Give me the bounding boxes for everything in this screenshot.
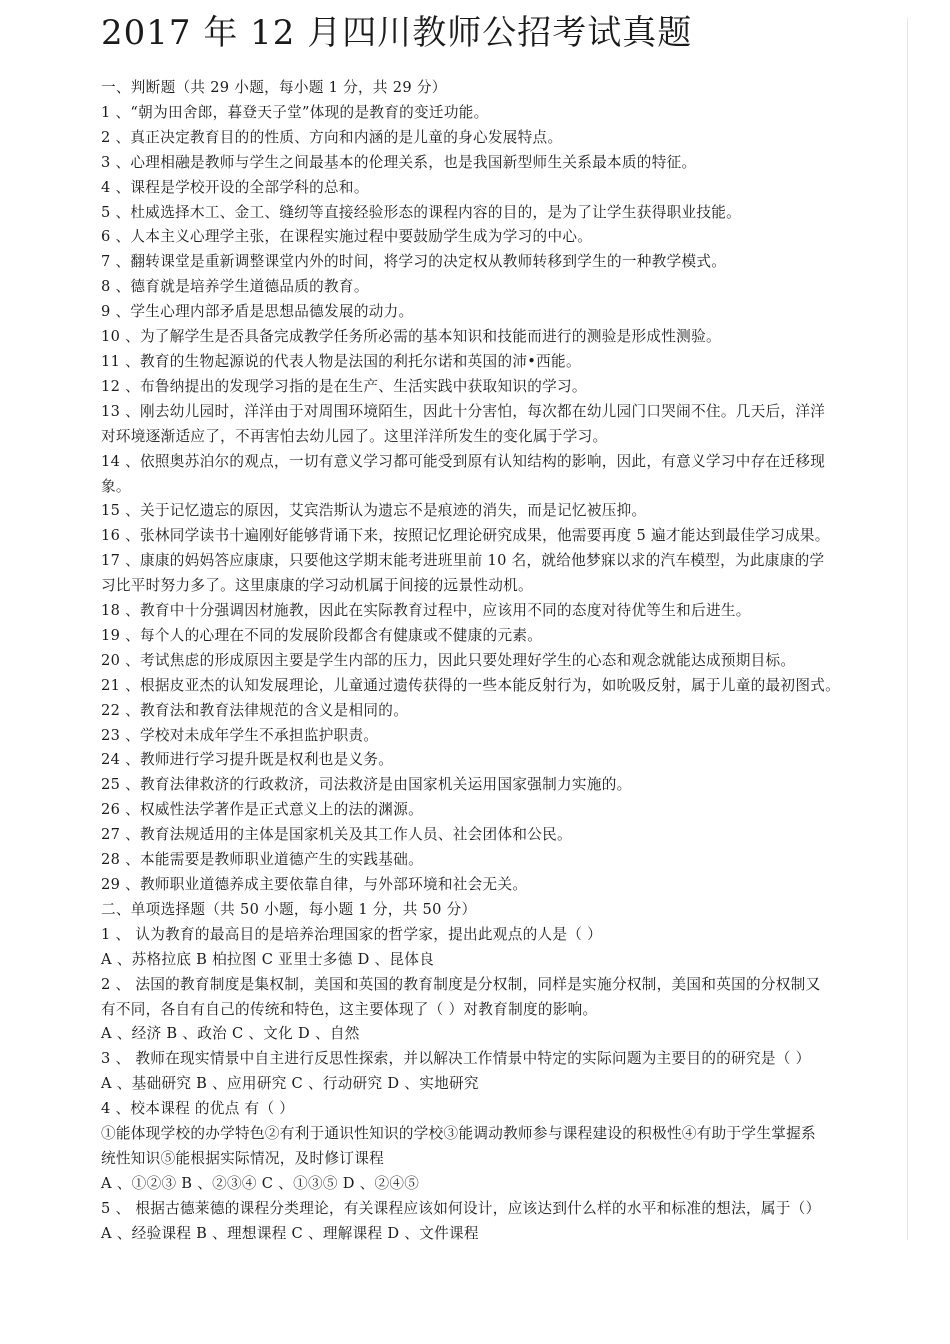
document-line: A 、①②③ B 、②③④ C 、①③⑤ D 、②④⑤ <box>101 1174 420 1192</box>
document-line: ①能体现学校的办学特色②有利于通识性知识的学校③能调动教师参与课程建设的积极性④有助于学生掌握系 <box>101 1125 816 1143</box>
document-line: 3 、 教师在现实情景中自主进行反思性探索，并以解决工作情景中特定的实际问题为主要目的的研究是（ ） <box>101 1050 811 1068</box>
document-line: 13 、刚去幼儿园时，洋洋由于对周围环境陌生，因此十分害怕，每次都在幼儿园门口哭闹不住。几天后，洋洋 <box>101 402 826 420</box>
document-line: 14 、依照奥苏泊尔的观点，一切有意义学习都可能受到原有认知结构的影响，因此，有意义学习中存在迁移现 <box>101 452 826 470</box>
document-body <box>101 76 913 1247</box>
document-line: 1 、 认为教育的最高目的是培养治理国家的哲学家，提出此观点的人是（ ） <box>101 925 603 943</box>
document-line: 29 、教师职业道德养成主要依靠自律，与外部环境和社会无关。 <box>101 876 528 893</box>
document-line: 6 、人本主义心理学主张，在课程实施过程中要鼓励学生成为学习的中心。 <box>101 228 593 246</box>
document-line: 习比平时努力多了。这里康康的学习动机属于间接的远景性动机。 <box>101 577 533 595</box>
document-line: 19 、每个人的心理在不同的发展阶段都含有健康或不健康的元素。 <box>101 626 543 644</box>
document-line: 20 、考试焦虑的形成原因主要是学生内部的压力，因此只要处理好学生的心态和观念就能达成预期目标。 <box>101 651 796 669</box>
document-line: A 、经验课程 B 、理想课程 C 、理解课程 D 、文件课程 <box>101 1224 479 1242</box>
document-line: 10 、为了解学生是否具备完成教学任务所必需的基本知识和技能而进行的测验是形成性测验。 <box>101 328 721 346</box>
document-line: 二、单项选择题（共 50 小题，每小题 1 分，共 50 分） <box>101 900 477 918</box>
document-line: 统性知识⑤能根据实际情况，及时修订课程 <box>101 1149 384 1167</box>
document-line: 一、判断题（共 29 小题，每小题 1 分，共 29 分） <box>101 79 447 96</box>
document-line: 8 、德育就是培养学生道德品质的教育。 <box>101 278 369 296</box>
document-line: 5 、 根据古德莱德的课程分类理论，有关课程应该如何设计，应该达到什么样的水平和标准的想法，属于（） <box>101 1199 821 1217</box>
document-line: 7 、翻转课堂是重新调整课堂内外的时间，将学习的决定权从教师转移到学生的一种教学模式。 <box>101 253 727 271</box>
document-line: 12 、布鲁纳提出的发现学习指的是在生产、生活实践中获取知识的学习。 <box>101 377 587 395</box>
document-line: 有不同，各自有自己的传统和特色，这主要体现了（ ）对教育制度的影响。 <box>101 1000 598 1018</box>
document-line: 26 、权威性法学著作是正式意义上的法的渊源。 <box>101 801 423 819</box>
document-line: 16 、张林同学读书十遍刚好能够背诵下来，按照记忆理论研究成果，他需要再度 5 遍才能达到最佳学习成果。 <box>101 527 830 545</box>
document-line: 4 、课程是学校开设的全部学科的总和。 <box>101 178 369 196</box>
document-line: 28 、本能需要是教师职业道德产生的实践基础。 <box>101 851 423 869</box>
document-line: A 、经济 B 、政治 C 、文化 D 、自然 <box>101 1025 360 1043</box>
page-edge-divider <box>907 18 908 1240</box>
document-line: 4 、校本课程 的优点 有（ ） <box>101 1100 295 1118</box>
document-page <box>101 10 913 1247</box>
document-line: 27 、教育法规适用的主体是国家机关及其工作人员、社会团体和公民。 <box>101 826 572 844</box>
document-line: 24 、教师进行学习提升既是权利也是义务。 <box>101 751 394 769</box>
document-line: 3 、心理相融是教师与学生之间最基本的伦理关系，也是我国新型师生关系最本质的特征。 <box>101 153 697 171</box>
document-line: 5 、杜威选择木工、金工、缝纫等直接经验形态的课程内容的目的，是为了让学生获得职业技能。 <box>101 203 742 221</box>
document-line: 9 、学生心理内部矛盾是思想品德发展的动力。 <box>101 303 414 321</box>
document-line: 象。 <box>101 477 131 495</box>
document-line: 2 、 法国的教育制度是集权制，美国和英国的教育制度是分权制，同样是实施分权制，美国和英国的分权制又 <box>101 975 821 993</box>
document-line: 22 、教育法和教育法律规范的含义是相同的。 <box>101 701 409 719</box>
document-line: 18 、教育中十分强调因材施教，因此在实际教育过程中，应该用不同的态度对待优等生和后进生。 <box>101 602 751 620</box>
document-line: 对环境逐渐适应了，不再害怕去幼儿园了。这里洋洋所发生的变化属于学习。 <box>101 427 608 445</box>
document-line: 2 、真正决定教育目的的性质、方向和内涵的是儿童的身心发展特点。 <box>101 128 563 146</box>
document-line: 11 、教育的生物起源说的代表人物是法国的利托尔诺和英国的沛•西能。 <box>101 352 581 370</box>
document-line: 17 、康康的妈妈答应康康，只要他这学期末能考进班里前 10 名，就给他梦寐以求的汽车模型，为此康康的学 <box>101 552 825 570</box>
document-line: 1 、“朝为田舍郎，暮登天子堂”体现的是教育的变迁功能。 <box>101 103 489 121</box>
document-line: 23 、学校对未成年学生不承担监护职责。 <box>101 726 379 744</box>
document-title: 2017 年 12 月四川教师公招考试真题 <box>101 13 693 53</box>
document-line: 15 、关于记忆遗忘的原因，艾宾浩斯认为遗忘不是痕迹的消失，而是记忆被压抑。 <box>101 502 647 520</box>
document-line: A 、苏格拉底 B 柏拉图 C 亚里士多德 D 、昆体良 <box>101 950 435 968</box>
document-line: 21 、根据皮亚杰的认知发展理论，儿童通过遗传获得的一些本能反射行为，如吮吸反射，属于儿童的最初图式。 <box>101 676 841 694</box>
document-line: A 、基础研究 B 、应用研究 C 、行动研究 D 、实地研究 <box>101 1075 479 1093</box>
document-line: 25 、教育法律救济的行政救济，司法救济是由国家机关运用国家强制力实施的。 <box>101 776 632 794</box>
